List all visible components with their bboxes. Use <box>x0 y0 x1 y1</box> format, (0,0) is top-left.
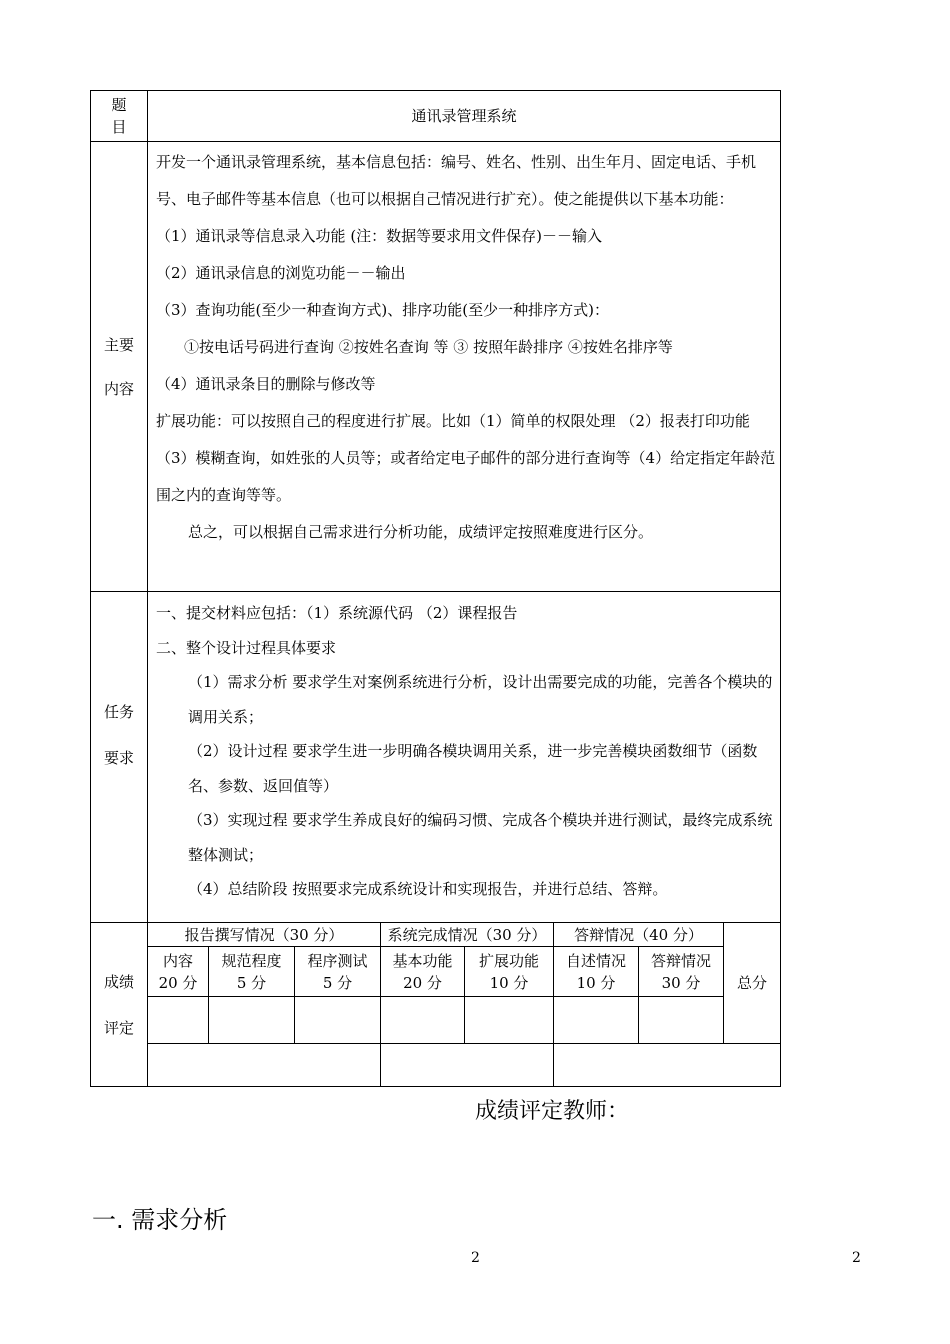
grade-item-defense <box>639 947 723 996</box>
page-number-right: 2 <box>852 1250 861 1266</box>
score-cell-content <box>148 997 208 1043</box>
grade-item-testing <box>295 947 380 996</box>
grade-group-defense: 答辩情况（40 分） <box>574 925 703 944</box>
content-paragraph: 扩展功能：可以按照自己的程度进行扩展。比如（1）简单的权限处理 （2）报表打印功能（3）模糊查询，如姓张的人员等；或者给定电子邮件的部分进行查询等（4）给定指定年龄范围之内的查询等等。 <box>156 412 776 504</box>
content-paragraph: （2）通讯录信息的浏览功能－－输出 <box>156 264 406 282</box>
content-paragraph: （4）通讯录条目的删除与修改等 <box>156 375 376 393</box>
grade-item-name: 答辩情况 <box>650 951 711 970</box>
task-paragraph: （3）实现过程 要求学生养成良好的编码习惯、完成各个模块并进行测试，最终完成系统整体测试； <box>188 811 773 864</box>
score-cell-standard <box>209 997 294 1043</box>
grade-label <box>91 960 147 1050</box>
grade-item-basic <box>381 947 464 996</box>
grade-group-report: 报告撰写情况（30 分） <box>184 925 344 944</box>
score-cell-self <box>554 997 638 1043</box>
grade-item-score: 10 分 <box>576 973 616 992</box>
grade-item-name: 扩展功能 <box>478 951 539 970</box>
content-label-line-1: 主要 <box>103 336 134 354</box>
task-paragraph: （2）设计过程 要求学生进一步明确各模块调用关系，进一步完善模块函数细节（函数名、参数、返回值等） <box>188 742 758 795</box>
subtotal-cell-system <box>381 1044 553 1086</box>
task-body <box>156 596 776 907</box>
grading-teacher-signature: 成绩评定教师： <box>475 1099 630 1124</box>
content-paragraph: （3）查询功能(至少一种查询方式)、排序功能(至少一种排序方式)： <box>156 301 609 319</box>
content-label <box>91 322 147 412</box>
task-paragraph: （4）总结阶段 按照要求完成系统设计和实现报告，并进行总结、答辩。 <box>188 880 668 898</box>
grade-item-content <box>148 947 208 996</box>
grade-item-extended <box>465 947 553 996</box>
title-label-line-2: 目 <box>111 118 127 136</box>
grade-item-score: 5 分 <box>236 973 267 992</box>
grade-item-name: 规范程度 <box>221 951 282 970</box>
grade-item-name: 基本功能 <box>392 951 453 970</box>
title-label-line-1: 题 <box>111 96 127 114</box>
content-paragraph: 开发一个通讯录管理系统，基本信息包括：编号、姓名、性别、出生年月、固定电话、手机号、电子邮件等基本信息（也可以根据自己情况进行扩充）。使之能提供以下基本功能： <box>156 153 757 208</box>
grade-total-label: 总分 <box>736 974 767 992</box>
grade-item-score: 30 分 <box>661 973 701 992</box>
task-paragraph: 二、整个设计过程具体要求 <box>156 638 337 657</box>
content-paragraph: ①按电话号码进行查询 ②按姓名查询 等 ③ 按照年龄排序 ④按姓名排序等 <box>184 338 673 356</box>
task-label-line-2: 要求 <box>103 749 134 767</box>
task-paragraph: 一、提交材料应包括：（1）系统源代码 （2）课程报告 <box>156 604 518 622</box>
score-cell-testing <box>295 997 380 1043</box>
page-number-center: 2 <box>471 1250 480 1266</box>
content-body <box>156 144 776 551</box>
title-label <box>91 91 147 141</box>
task-label <box>91 690 147 780</box>
title-value: 通讯录管理系统 <box>411 107 517 125</box>
grade-label-line-1: 成绩 <box>103 973 134 991</box>
grade-item-name: 程序测试 <box>307 951 368 970</box>
task-label-line-1: 任务 <box>103 703 134 721</box>
score-cell-extended <box>465 997 553 1043</box>
score-cell-defense <box>639 997 723 1043</box>
grade-item-self <box>554 947 638 996</box>
content-paragraph: 总之，可以根据自己需求进行分析功能，成绩评定按照难度进行区分。 <box>188 523 654 541</box>
grade-item-name: 内容 <box>162 951 193 970</box>
grade-item-score: 20 分 <box>158 973 198 992</box>
grade-label-line-2: 评定 <box>103 1019 134 1037</box>
content-paragraph: （1）通讯录等信息录入功能 (注：数据等要求用文件保存)－－输入 <box>156 227 603 245</box>
grade-item-name: 自述情况 <box>565 951 626 970</box>
subtotal-cell-report <box>148 1044 380 1086</box>
grade-group-system: 系统完成情况（30 分） <box>387 925 547 944</box>
grade-item-standard <box>209 947 294 996</box>
content-label-line-2: 内容 <box>103 380 134 398</box>
score-cell-basic <box>381 997 464 1043</box>
grade-item-score: 5 分 <box>322 973 353 992</box>
section-heading: 一. 需求分析 <box>92 1206 228 1234</box>
grade-item-score: 10 分 <box>489 973 529 992</box>
subtotal-cell-defense <box>554 1044 780 1086</box>
grade-item-score: 20 分 <box>403 973 442 992</box>
task-paragraph: （1）需求分析 要求学生对案例系统进行分析，设计出需要完成的功能，完善各个模块的调用关系； <box>188 673 773 726</box>
